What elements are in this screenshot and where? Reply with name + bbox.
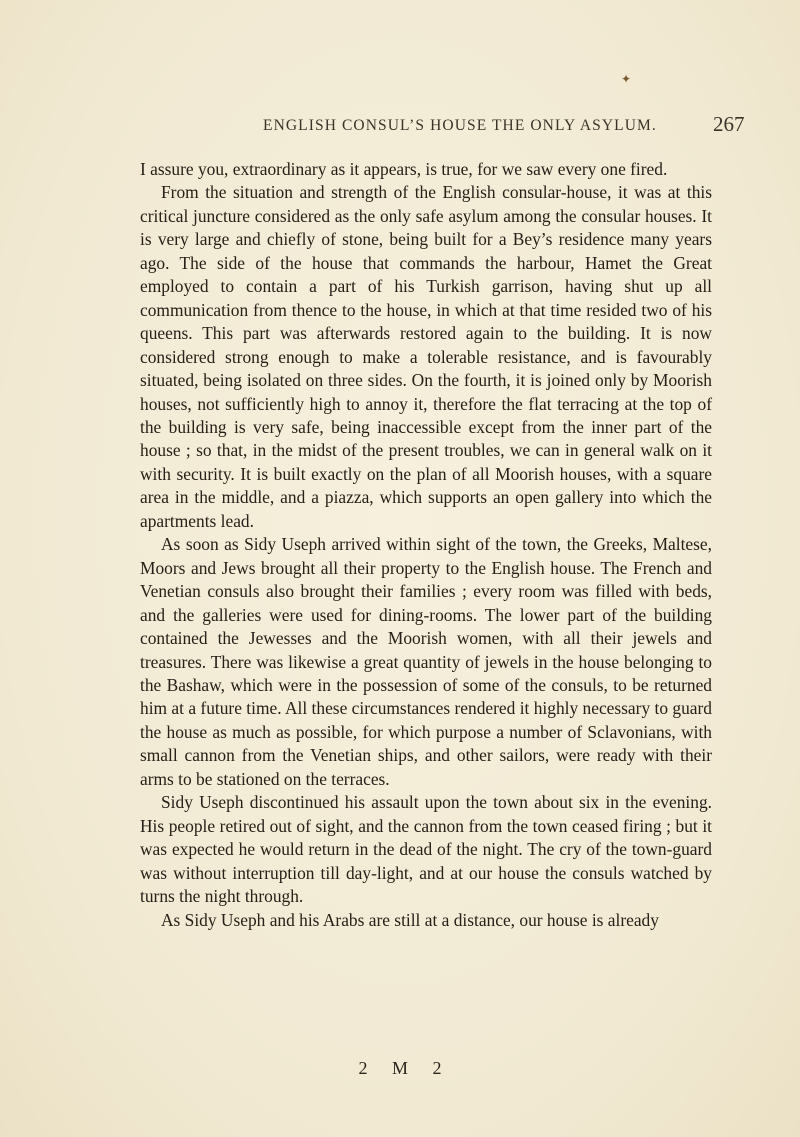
paragraph-refugees: As soon as Sidy Useph arrived within sight of the town, the Greeks, Maltese, Moors and Jews brought all their property to the English house. The French and Venetian consuls also brought their families ; every room was filled with beds, and the galleries were used for dining-rooms. The lower part of the building contained the Jewesses and the Moorish women, with all their jewels and treasures. There was likewise a great quantity of jewels in the house belonging to the Bashaw, which were in the possession of some of the consuls, to be returned him at a future time. All these circumstances rendered it highly necessary to guard the house as much as possible, for which purpose a number of Sclavonians, with small cannon from the Venetian ships, and other sailors, were ready with their arms to be stationed on the terraces. — [140, 534, 712, 789]
body-text — [140, 158, 712, 932]
paragraph-assault-ends: Sidy Useph discontinued his assault upon the town about six in the evening. His people retired out of sight, and the cannon from the town ceased firing ; but it was expected he would return in the dead of the night. The cry of the town-guard was without interruption till day-light, and at our house the consuls watched by turns the night through. — [140, 792, 712, 907]
paragraph-continuation: I assure you, extraordinary as it appears, is true, for we saw every one fired. — [140, 159, 668, 179]
running-head: ENGLISH CONSUL’S HOUSE THE ONLY ASYLUM. — [263, 117, 657, 134]
paragraph-closing: As Sidy Useph and his Arabs are still at a distance, our house is already — [161, 909, 659, 930]
page-number: 267 — [713, 112, 745, 136]
signature-mark: 2 M 2 — [358, 1058, 452, 1078]
paragraph-consular-house: From the situation and strength of the English consular-house, it was at this critical juncture considered as the only safe asylum among the consular houses. It is very large and chiefly of stone, being built for a Bey’s residence many years ago. The side of the house that commands the harbour, Hamet the Great employed to contain a part of his Turkish garrison, having shut up all communication from thence to the house, in which at that time resided two of his queens. This part was afterwards restored again to the building. It is now considered strong enough to make a tolerable resistance, and is favourably situated, being isolated on three sides. On the fourth, it is joined only by Moorish houses, not sufficiently high to annoy it, therefore the flat terracing at the top of the building is very safe, being inaccessible except from the inner part of the house ; so that, in the midst of the present troubles, we can in general walk on it with security. It is built exactly on the plan of all Moorish houses, with a square area in the middle, and a piazza, which supports an open gallery into which the apartments lead. — [140, 182, 712, 531]
ink-mark-icon: ✦ — [621, 72, 632, 86]
